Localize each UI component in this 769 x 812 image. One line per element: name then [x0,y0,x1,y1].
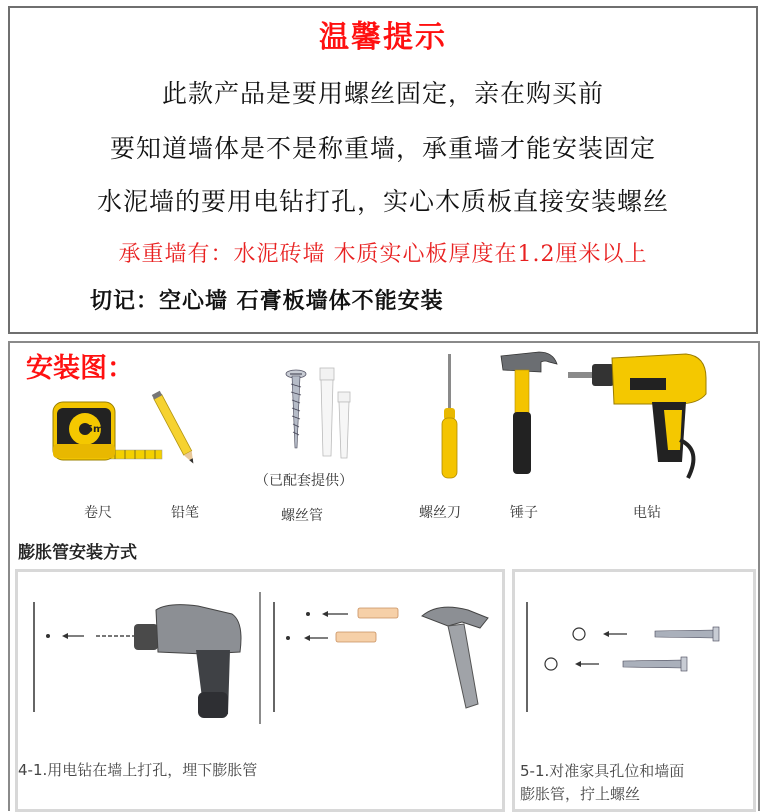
notice-box [8,6,758,334]
step2-diagram [515,572,753,752]
notice-line-2: 要知道墙体是不是称重墙，承重墙才能安装固定 [109,134,656,163]
notice-warning: 切记：空心墙 石膏板墙体不能安装 [90,289,444,314]
label-anchor: 螺丝管 [281,508,323,524]
pencil-icon [150,386,200,471]
step2-text-line1: 5-1.对准家具孔位和墙面 [520,762,685,780]
notice-title: 温馨提示 [319,20,447,55]
label-tape-measure: 卷尺 [84,505,112,521]
screw-anchor-icon [282,366,362,466]
notice-load-bearing: 承重墙有：水泥砖墙 木质实心板厚度在1.2厘米以上 [118,242,648,267]
notice-line-1: 此款产品是要用螺丝固定，亲在购买前 [161,79,604,108]
screwdriver-icon [435,352,465,482]
label-provided: （已配套提供） [255,473,353,489]
step1-text: 4-1.用电钻在墙上打孔，埋下膨胀管 [18,761,258,779]
tape-measure-icon [45,388,165,468]
tape-mark: 5m [86,424,104,435]
step1-diagram [18,572,502,752]
drill-icon [568,350,718,480]
label-screwdriver: 螺丝刀 [419,505,461,521]
label-pencil: 铅笔 [171,505,199,521]
label-hammer: 锤子 [510,505,538,521]
step2-text-line2: 膨胀管，拧上螺丝 [520,785,641,803]
install-title: 安装图： [26,353,134,384]
notice-line-3: 水泥墙的要用电钻打孔，实心木质板直接安装螺丝 [96,187,669,216]
label-drill: 电钻 [633,505,661,521]
method-title: 膨胀管安装方式 [18,543,137,563]
hammer-icon [495,346,565,481]
